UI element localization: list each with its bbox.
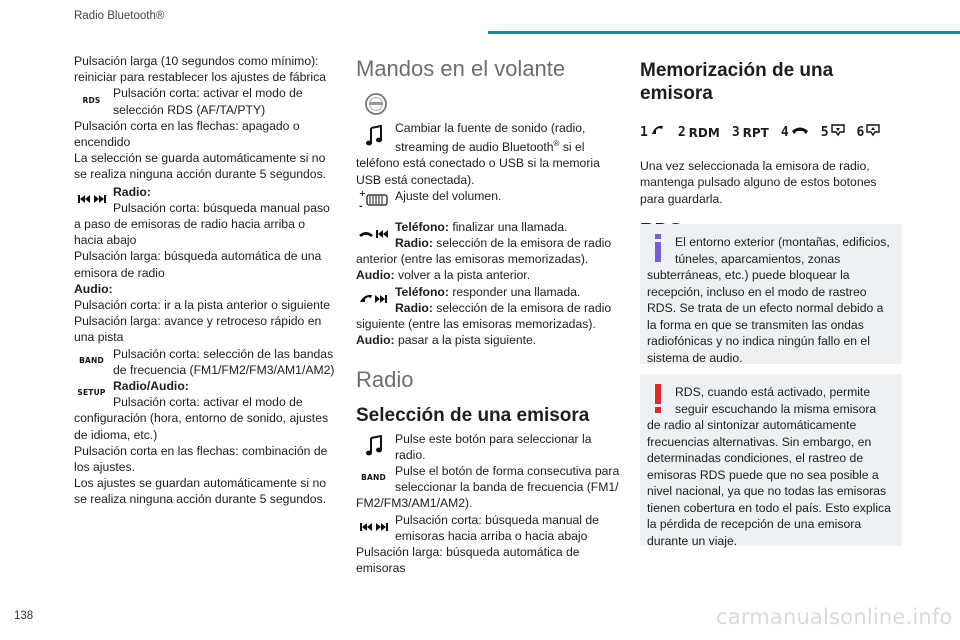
preset-2: 2 RDM [677, 124, 720, 140]
band-button-icon: BAND [79, 356, 104, 366]
steering-wheel-icon [364, 92, 388, 116]
column-1 [74, 53, 336, 508]
page-number: 138 [14, 610, 34, 622]
band-button-icon: BAND [361, 473, 386, 483]
rds-entry [74, 85, 336, 117]
column-3 [640, 59, 902, 239]
preset-1: 1 [640, 124, 666, 141]
audio-heading: Audio: [74, 281, 113, 296]
setup-button-icon: SETUP [77, 388, 106, 398]
preset-6: 6 [857, 123, 881, 142]
long-press-audio: Pulsación larga: avance y retroceso rápido en una pista [74, 314, 322, 345]
info-icon [647, 234, 669, 266]
volume-text: Ajuste del volumen. [395, 188, 502, 203]
setup-text: Pulsación corta: activar el modo de configuración (hora, entorno de sonido, ajustes de idioma, etc.) [74, 395, 329, 442]
warning-note [640, 374, 902, 546]
phone-down-icon [791, 124, 809, 141]
heading-radio: Radio [356, 366, 414, 392]
preset-4: 4 [781, 124, 809, 141]
info-note [640, 224, 902, 364]
select-band-text: Pulse el botón de forma consecutiva para seleccionar la banda de frecuencia (FM1/ FM2/FM3/AM1/AM2). [356, 463, 620, 511]
seek-radio-heading: Radio: [113, 184, 151, 199]
hangup-previous-icon [356, 220, 391, 249]
memorize-text: Una vez seleccionada la emisora de radio, mantenga pulsado alguno de estos botones para guardarla. [640, 159, 877, 206]
select-band-entry [356, 463, 620, 512]
seek-entry [74, 184, 336, 249]
music-note-icon [356, 121, 391, 150]
rds-text: Pulsación corta: activar el modo de selección RDS (AF/TA/PTY) [113, 86, 303, 117]
watermark: carmanualsonline.info [716, 605, 953, 629]
warning-icon [647, 384, 669, 416]
heading-memorizacion: Memorización de una emisora [640, 60, 834, 104]
info-text: El entorno exterior (montañas, edificios, túneles, aparcamientos, zonas subterráneas, etc.) puede bloquear la recepción, incluso en el modo de rastreo RDS. Se trata de un efecto normal debido a la forma en que se transmiten las ondas radiofónicas y no indica ningún fallo en el sistema de audio. [647, 235, 890, 365]
setup-entry [74, 378, 336, 443]
preset-5: 5 [821, 123, 845, 142]
music-note-icon [356, 432, 391, 461]
reset-paragraph: Pulsación larga (10 segundos como mínimo): reiniciar para restablecer los ajustes de fábrica [74, 54, 326, 85]
setup-arrows: Pulsación corta en las flechas: combinación de los ajustes. [74, 443, 328, 475]
volume-wheel-icon [356, 189, 391, 211]
folder-down-icon [831, 123, 845, 142]
select-long-press: Pulsación larga: búsqueda automática de emisoras [356, 544, 580, 576]
heading-mandos: Mandos en el volante [356, 56, 566, 81]
rds-button-icon: RDS [82, 95, 101, 105]
header-accent-bar [488, 31, 960, 34]
band-entry [74, 346, 336, 378]
seek-radio-text: Pulsación corta: búsqueda manual paso a paso de emisoras de radio hacia arriba o hacia abajo [74, 200, 330, 248]
next-entry: Teléfono: responder una llamada. Radio: selección de la emisora de radio siguiente (entre las emisoras memorizadas). Audio: pasar a la pista siguiente. [356, 284, 612, 348]
source-text: Cambiar la fuente de sonido (radio, streaming de audio Bluetooth® si el teléfono está conectado o USB si la memoria USB está conectada). [356, 121, 600, 187]
source-entry [356, 120, 620, 188]
seek-buttons-icon [74, 185, 109, 214]
running-head: Radio Bluetooth® [74, 10, 165, 22]
column-2 [356, 56, 620, 576]
svg-text:-: - [358, 201, 363, 210]
setup-autosave: Los ajustes se guardan automáticamente si no se realiza ninguna acción durante 5 segundos. [74, 476, 327, 507]
preset-3: 3 RPT [731, 124, 769, 140]
phone-up-icon [650, 124, 666, 141]
preset-buttons-row [640, 123, 902, 142]
setup-heading: Radio/Audio: [113, 379, 189, 394]
heading-seleccion: Selección de una emisora [356, 404, 590, 426]
select-seek-text: Pulsación corta: búsqueda manual de emisoras hacia arriba o hacia abajo [395, 512, 599, 543]
select-radio-entry [356, 431, 620, 463]
answer-next-icon [356, 285, 391, 314]
autosave-paragraph: La selección se guarda automáticamente si no se realiza ninguna acción durante 5 segundos. [74, 151, 327, 182]
long-press-radio: Pulsación larga: búsqueda automática de una emisora de radio [74, 249, 322, 280]
volume-entry [356, 188, 620, 211]
band-text: Pulsación corta: selección de las bandas de frecuencia (FM1/FM2/FM3/AM1/AM2) [113, 346, 335, 377]
select-radio-text: Pulse este botón para seleccionar la radio. [395, 431, 592, 462]
svg-text:+: + [358, 189, 366, 198]
arrows-paragraph: Pulsación corta en las flechas: apagado o encendido [74, 118, 300, 150]
folder-up-icon [866, 123, 880, 142]
short-press-audio: Pulsación corta: ir a la pista anterior o siguiente [74, 298, 331, 313]
warning-text: RDS, cuando está activado, permite seguir escuchando la misma emisora de radio al sintonizar automáticamente frecuencias alternativas. Sin embargo, en determinadas condiciones, el rastreo de emisoras RDS puede que no sea posible a nivel nacional, ya que no todas las emisoras tienen cobertura en todo el país. Esto explica la pérdida de recepción de una emisora durante un viaje. [647, 385, 891, 548]
previous-entry: Teléfono: finalizar una llamada. Radio: selección de la emisora de radio anterior (entre las emisoras memorizadas). Audio: volver a la pista anterior. [356, 219, 612, 283]
select-seek-entry [356, 512, 620, 544]
seek-buttons-icon [356, 513, 391, 542]
